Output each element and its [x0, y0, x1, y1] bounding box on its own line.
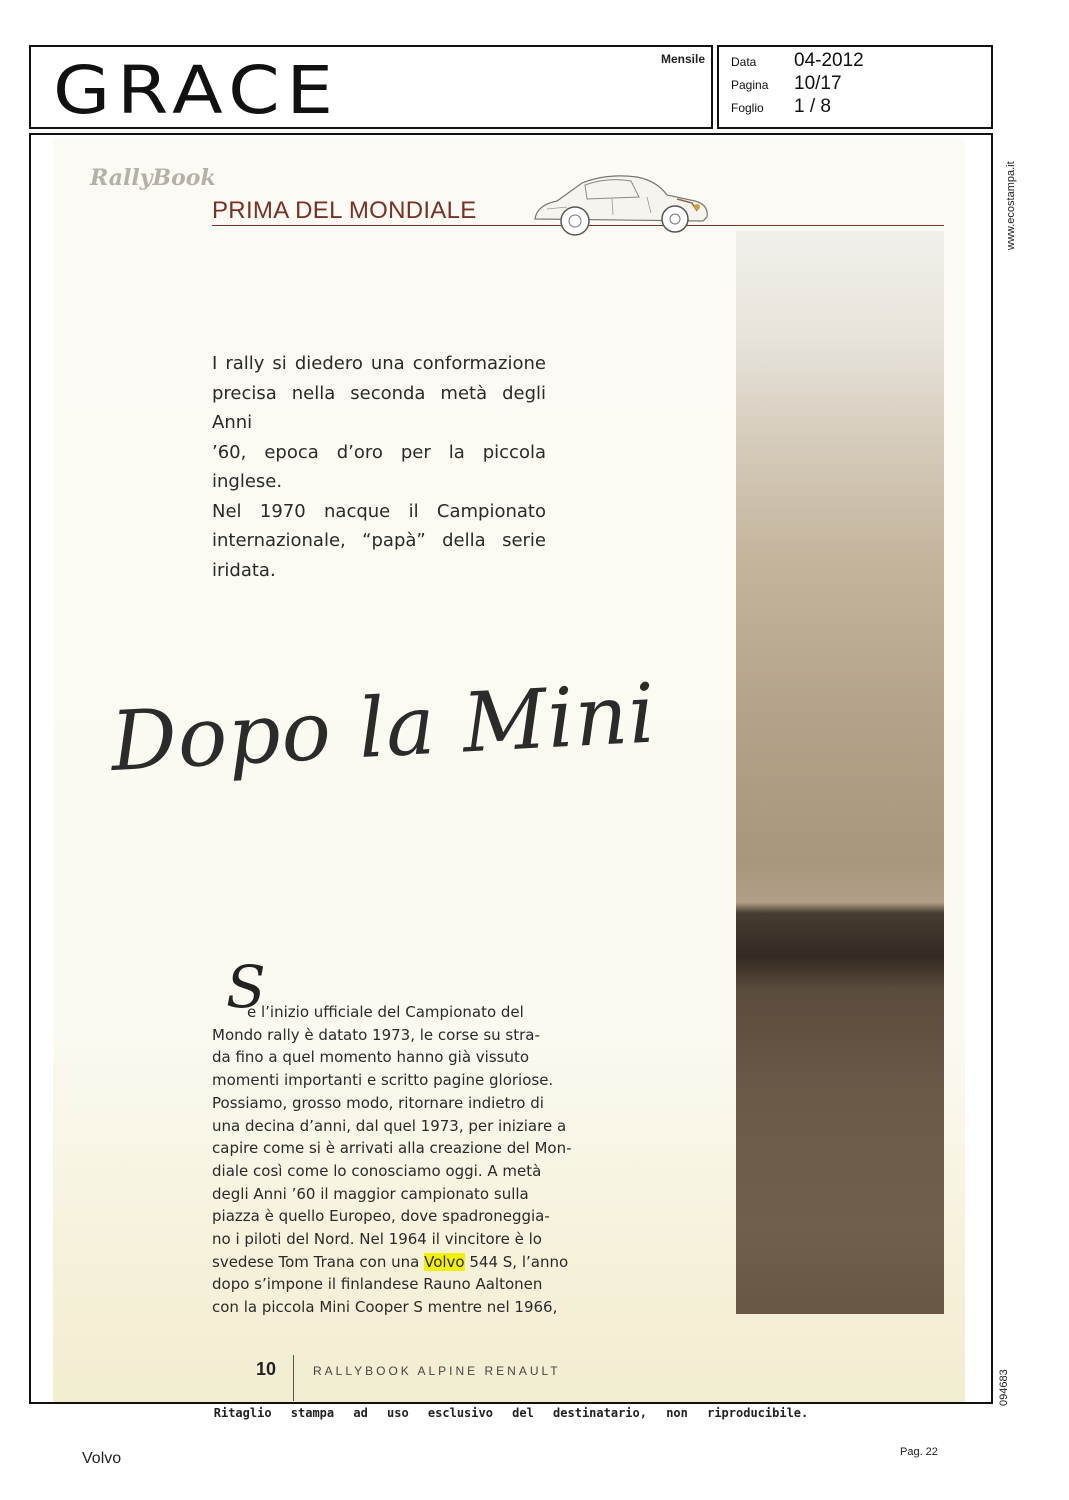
body-line-highlight	[212, 1251, 569, 1274]
footer-keyword: Volvo	[82, 1450, 122, 1467]
article-headline: Dopo la Mini	[108, 666, 659, 790]
lead-line: internazionale, “papà” della serie iridata.	[212, 530, 546, 581]
body-line: degli Anni ’60 il maggior campionato sulla	[212, 1184, 529, 1203]
body-line: con la piccola Mini Cooper S mentre nel 1966,	[212, 1298, 558, 1317]
lead-line: ’60, epoca d’oro per la piccola inglese.	[212, 441, 546, 492]
meta-value-page: 10/17	[794, 73, 842, 94]
body-line: Mondo rally è datato 1973, le corse su stra-	[212, 1025, 540, 1044]
running-title: RALLYBOOK ALPINE RENAULT	[313, 1364, 561, 1378]
lead-line: Nel 1970 nacque il Campionato	[212, 500, 546, 522]
body-line: una decina d’anni, dal quel 1973, per iniziare a	[212, 1116, 567, 1135]
body-text-fragment: svedese Tom Trana con una	[212, 1252, 425, 1271]
clipping-code: 094683	[998, 1369, 1010, 1406]
frequency-label: Mensile	[660, 52, 705, 66]
clipping-frame	[29, 133, 993, 1422]
body-line: da fino a quel momento hanno già vissuto	[212, 1048, 530, 1067]
lead-line: I rally si diedero una conformazione	[212, 353, 546, 374]
masthead-box	[29, 45, 713, 129]
body-line: piazza è quello Europeo, dove spadroneggia-	[212, 1207, 550, 1226]
body-text-fragment: 544 S, l’anno	[464, 1252, 569, 1271]
body-line: capire come si è arrivati alla creazione del Mon-	[212, 1139, 572, 1158]
body-line: dopo s’impone il finlandese Rauno Aaltonen	[212, 1275, 543, 1294]
section-title: PRIMA DEL MONDIALE	[212, 197, 477, 224]
meta-box	[717, 45, 993, 129]
lead-paragraph	[212, 349, 546, 585]
masthead-logo: GRACE	[53, 52, 340, 129]
copyright-notice: Ritaglio stampa ad uso esclusivo del destinatario, non riproducibile.	[29, 1402, 993, 1422]
car-sketch-icon	[527, 169, 717, 241]
brand-logo: RallyBook	[90, 165, 216, 191]
lead-line: precisa nella seconda metà degli Anni	[212, 382, 546, 433]
folio-divider	[293, 1355, 294, 1401]
body-line: diale così come lo conosciamo oggi. A metà	[212, 1161, 542, 1180]
meta-value-date: 04-2012	[794, 50, 864, 71]
drop-cap: S	[226, 953, 266, 1021]
body-line: e l’inizio ufficiale del Campionato del	[247, 1003, 524, 1021]
keyword-highlight: Volvo	[424, 1252, 465, 1271]
meta-label-page: Pagina	[731, 78, 769, 92]
landscape-photo	[736, 231, 944, 1314]
meta-label-sheet: Foglio	[731, 101, 764, 115]
body-line: Possiamo, grosso modo, ritornare indietro di	[212, 1093, 544, 1112]
body-line: momenti importanti e scritto pagine gloriose.	[212, 1071, 554, 1090]
footer-page: Pag. 22	[900, 1446, 938, 1458]
source-url: www.ecostampa.it	[1005, 161, 1017, 250]
folio-number: 10	[256, 1359, 277, 1379]
meta-value-sheet: 1 / 8	[794, 96, 831, 117]
body-line: no i piloti del Nord. Nel 1964 il vincitore è lo	[212, 1230, 542, 1249]
meta-label-date: Data	[731, 55, 757, 69]
body-text	[212, 1001, 572, 1319]
